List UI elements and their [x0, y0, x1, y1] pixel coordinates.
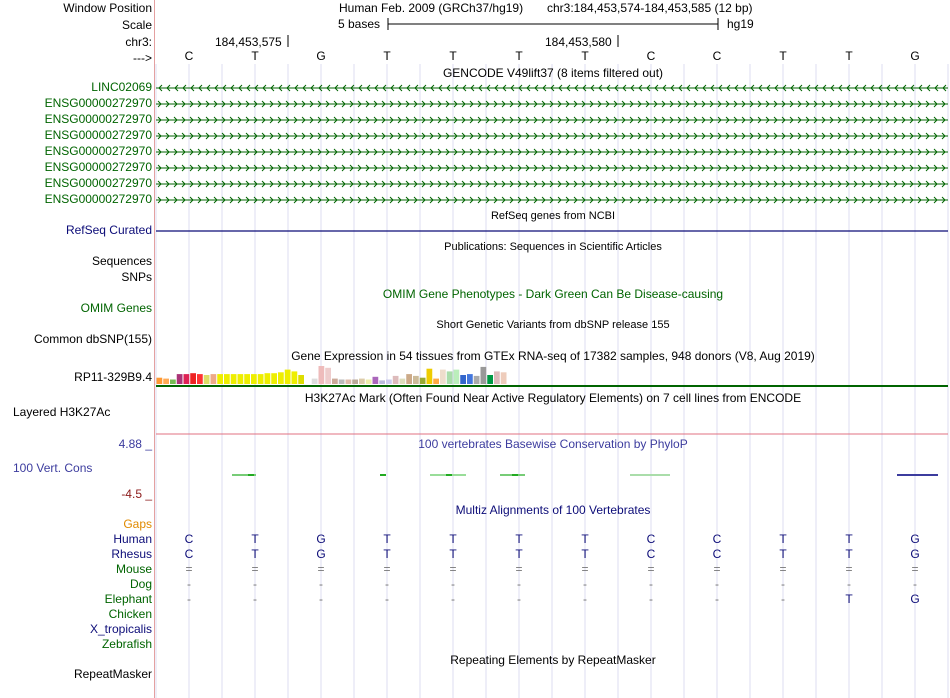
chrom-label: chr3: — [125, 35, 152, 49]
multiz-alignment-base: T — [515, 547, 523, 561]
multiz-alignment-base: T — [779, 547, 787, 561]
gtex-tissue-bar — [319, 366, 325, 384]
multiz-alignment-base: T — [845, 547, 853, 561]
phylop-max-label: 4.88 _ — [118, 437, 152, 451]
gtex-tissue-bar — [238, 374, 244, 384]
gtex-tissue-bar — [312, 379, 318, 384]
gtex-tissue-bar — [379, 380, 385, 384]
multiz-alignment-base: = — [779, 562, 787, 576]
gtex-tissue-bar — [406, 374, 412, 384]
gtex-tissue-bar — [467, 374, 473, 384]
gencode-item-label[interactable]: ENSG00000272970 — [44, 96, 152, 110]
multiz-species-label[interactable]: Dog — [129, 577, 152, 591]
gtex-tissue-bar — [494, 371, 500, 384]
gtex-tissue-bar — [433, 379, 439, 384]
multiz-alignment-base: G — [316, 532, 326, 546]
h3k27ac-track-title[interactable]: H3K27Ac Mark (Often Found Near Active Regulatory Elements) on 7 cell lines from ENCODE — [304, 391, 802, 405]
gencode-item-label[interactable]: ENSG00000272970 — [44, 176, 152, 190]
multiz-alignment-base: C — [646, 532, 656, 546]
gtex-tissue-bar — [352, 380, 358, 385]
multiz-alignment-base: C — [646, 547, 656, 561]
gencode-item-label[interactable]: ENSG00000272970 — [44, 192, 152, 206]
gtex-tissue-bar — [487, 375, 493, 384]
gtex-tissue-bar — [474, 376, 480, 384]
multiz-track-title[interactable]: Multiz Alignments of 100 Vertebrates — [455, 503, 651, 517]
gtex-tissue-bar — [325, 368, 331, 384]
gtex-tissue-bar — [177, 374, 183, 384]
multiz-alignment-base: T — [845, 532, 853, 546]
gtex-tissue-bar — [413, 376, 419, 384]
gtex-tissue-bar — [292, 371, 298, 384]
gtex-tissue-bar — [184, 374, 190, 384]
gencode-item-label[interactable]: ENSG00000272970 — [44, 160, 152, 174]
multiz-alignment-base: G — [910, 532, 920, 546]
base-letter: T — [449, 49, 457, 63]
publications-snps-label[interactable]: SNPs — [121, 270, 152, 284]
position-readout[interactable]: chr3:184,453,574-184,453,585 (12 bp) — [547, 1, 753, 15]
base-letter: T — [515, 49, 523, 63]
multiz-alignment-base: T — [449, 532, 457, 546]
multiz-alignment-base: - — [715, 577, 719, 591]
base-letter: T — [251, 49, 259, 63]
multiz-species-label[interactable]: Chicken — [108, 607, 152, 621]
multiz-alignment-base: T — [383, 547, 391, 561]
gtex-tissue-bar — [298, 375, 304, 384]
publications-sequences-label[interactable]: Sequences — [91, 254, 152, 268]
gtex-tissue-bar — [346, 380, 352, 385]
refseq-curated-label[interactable]: RefSeq Curated — [65, 223, 152, 237]
dbsnp-label[interactable]: Common dbSNP(155) — [33, 332, 152, 346]
multiz-alignment-base: - — [187, 577, 191, 591]
multiz-alignment-base: - — [781, 592, 785, 606]
multiz-alignment-base: - — [583, 577, 587, 591]
multiz-alignment-base: T — [515, 532, 523, 546]
multiz-alignment-base: T — [581, 532, 589, 546]
repeatmasker-label[interactable]: RepeatMasker — [73, 667, 152, 681]
multiz-species-label[interactable]: Zebrafish — [101, 637, 152, 651]
gtex-tissue-bar — [454, 370, 460, 384]
scale-label: Scale — [121, 18, 152, 32]
label-column-border — [154, 0, 155, 698]
multiz-alignment-base: = — [515, 562, 523, 576]
gtex-tissue-bar — [170, 380, 176, 385]
db-name: hg19 — [727, 17, 754, 31]
multiz-alignment-base: = — [647, 562, 655, 576]
multiz-alignment-base: = — [383, 562, 391, 576]
multiz-alignment-base: - — [583, 592, 587, 606]
gtex-tissue-bar — [427, 369, 433, 384]
multiz-alignment-base: T — [449, 547, 457, 561]
multiz-alignment-base: G — [910, 547, 920, 561]
multiz-gaps-label[interactable]: Gaps — [123, 517, 152, 531]
multiz-alignment-base: C — [712, 532, 722, 546]
base-letter: T — [383, 49, 391, 63]
multiz-alignment-base: = — [713, 562, 721, 576]
multiz-species-label[interactable]: Elephant — [104, 592, 152, 606]
multiz-alignment-base: = — [251, 562, 259, 576]
multiz-alignment-base: - — [253, 592, 257, 606]
multiz-alignment-base: = — [845, 562, 853, 576]
multiz-alignment-base: - — [847, 577, 851, 591]
gtex-tissue-bar — [460, 375, 466, 384]
gtex-tissue-bar — [359, 379, 365, 384]
gtex-tissue-bar — [420, 378, 426, 384]
gtex-tissue-bar — [271, 373, 277, 384]
h3k27ac-label[interactable]: Layered H3K27Ac — [13, 405, 111, 419]
gtex-track-title[interactable]: Gene Expression in 54 tissues from GTEx RNA-seq of 17382 samples, 948 donors (V8, Aug 2019) — [291, 349, 815, 363]
gtex-tissue-bar — [211, 374, 217, 384]
publications-track-title[interactable]: Publications: Sequences in Scientific Articles — [444, 241, 662, 253]
gtex-tissue-bar — [393, 376, 399, 384]
gencode-track-title[interactable]: GENCODE V49lift37 (8 items filtered out) — [442, 66, 664, 80]
gtex-tissue-bar — [332, 379, 338, 384]
multiz-alignment-base: T — [779, 532, 787, 546]
omim-genes-label[interactable]: OMIM Genes — [80, 301, 152, 315]
base-letter: T — [779, 49, 787, 63]
strand-label: ---> — [133, 51, 152, 65]
multiz-alignment-base: - — [253, 577, 257, 591]
gencode-item-label[interactable]: LINC02069 — [91, 80, 152, 94]
multiz-alignment-base: G — [316, 547, 326, 561]
gtex-tissue-bar — [251, 374, 257, 384]
base-letter: C — [712, 49, 722, 63]
phylop-label[interactable]: 100 Vert. Cons — [13, 461, 93, 475]
assembly-name: Human Feb. 2009 (GRCh37/hg19) — [339, 1, 524, 15]
scale-text: 5 bases — [338, 17, 381, 31]
multiz-alignment-base: - — [319, 577, 323, 591]
gtex-tissue-bar — [400, 379, 406, 384]
multiz-species-label[interactable]: Mouse — [115, 562, 152, 576]
window-position-label: Window Position — [63, 1, 152, 15]
gtex-tissue-bar — [481, 367, 487, 384]
gtex-tissue-bar — [278, 372, 284, 384]
multiz-alignment-base: - — [517, 592, 521, 606]
phylop-min-label: -4.5 _ — [121, 487, 152, 501]
gtex-tissue-bar — [373, 377, 379, 384]
gencode-item-label[interactable]: ENSG00000272970 — [44, 144, 152, 158]
multiz-alignment-base: - — [319, 592, 323, 606]
multiz-species-label[interactable]: Human — [113, 532, 152, 546]
multiz-alignment-base: - — [385, 577, 389, 591]
base-letter: T — [581, 49, 589, 63]
multiz-alignment-base: = — [449, 562, 457, 576]
gtex-tissue-bar — [224, 374, 230, 384]
gtex-tissue-bar — [163, 379, 169, 384]
multiz-alignment-base: T — [251, 532, 259, 546]
gtex-tissue-bar — [386, 380, 392, 385]
base-letter: G — [316, 49, 326, 63]
base-letter: C — [184, 49, 194, 63]
gtex-tissue-bar — [339, 380, 345, 385]
gtex-gene-label[interactable]: RP11-329B9.4 — [74, 370, 152, 384]
gtex-tissue-bar — [501, 372, 507, 384]
gtex-tissue-bar — [231, 374, 237, 384]
repeatmasker-track-title[interactable]: Repeating Elements by RepeatMasker — [450, 653, 656, 667]
multiz-alignment-base: = — [185, 562, 193, 576]
base-letter: C — [646, 49, 656, 63]
multiz-alignment-base: - — [715, 592, 719, 606]
gencode-item-label[interactable]: ENSG00000272970 — [44, 128, 152, 142]
gtex-tissue-bar — [217, 374, 223, 384]
coord-label-right: 184,453,580 — [545, 35, 612, 49]
multiz-alignment-base: = — [911, 562, 919, 576]
multiz-alignment-base: = — [317, 562, 325, 576]
multiz-alignment-base: T — [251, 547, 259, 561]
multiz-alignment-base: C — [184, 547, 194, 561]
gtex-tissue-bar — [258, 374, 264, 384]
base-letter: G — [910, 49, 920, 63]
gtex-tissue-bar — [197, 374, 203, 384]
base-letter: T — [845, 49, 853, 63]
coord-label-left: 184,453,575 — [215, 35, 282, 49]
multiz-alignment-base: T — [383, 532, 391, 546]
multiz-alignment-base: C — [184, 532, 194, 546]
multiz-alignment-base: - — [913, 577, 917, 591]
multiz-alignment-base: - — [517, 577, 521, 591]
multiz-alignment-base: C — [712, 547, 722, 561]
omim-track-title[interactable]: OMIM Gene Phenotypes - Dark Green Can Be Disease-causing — [382, 287, 724, 301]
multiz-alignment-base: = — [581, 562, 589, 576]
gtex-tissue-bar — [447, 371, 453, 384]
multiz-alignment-base: T — [581, 547, 589, 561]
multiz-alignment-base: T — [845, 592, 853, 606]
phylop-track-title[interactable]: 100 vertebrates Basewise Conservation by PhyloP — [418, 437, 688, 451]
gtex-tissue-bar — [204, 375, 210, 384]
multiz-alignment-base: - — [781, 577, 785, 591]
gencode-item-label[interactable]: ENSG00000272970 — [44, 112, 152, 126]
multiz-species-label[interactable]: Rhesus — [111, 547, 152, 561]
gtex-tissue-bar — [157, 378, 163, 384]
dbsnp-track-title[interactable]: Short Genetic Variants from dbSNP release 155 — [436, 319, 670, 331]
refseq-track-title[interactable]: RefSeq genes from NCBI — [490, 210, 616, 222]
gtex-tissue-bar — [265, 373, 271, 384]
multiz-alignment-base: - — [649, 592, 653, 606]
multiz-alignment-base: - — [451, 592, 455, 606]
multiz-alignment-base: - — [451, 577, 455, 591]
gtex-tissue-bar — [244, 374, 250, 384]
gtex-tissue-bar — [440, 370, 446, 384]
multiz-alignment-base: - — [385, 592, 389, 606]
gtex-tissue-bar — [285, 370, 291, 384]
multiz-alignment-base: G — [910, 592, 920, 606]
multiz-alignment-base: - — [649, 577, 653, 591]
multiz-species-label[interactable]: X_tropicalis — [89, 622, 152, 636]
multiz-alignment-base: - — [187, 592, 191, 606]
gtex-tissue-bar — [366, 380, 372, 385]
gtex-tissue-bar — [190, 373, 196, 384]
